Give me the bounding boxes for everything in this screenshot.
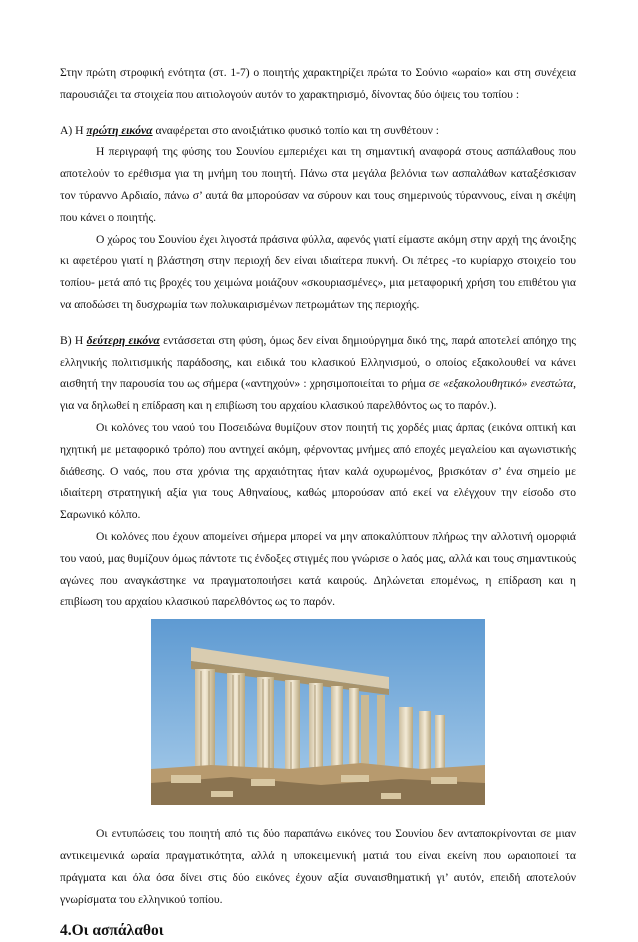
section-a-emphasis: πρώτη εικόνα [86, 123, 153, 137]
section-b-suffix: , για να δηλωθεί η επίδραση και η επιβίωση του αρχαίου κλασικού παρελθόντος ως το παρόν.). [60, 377, 577, 413]
intro-paragraph: Στην πρώτη στροφική ενότητα (στ. 1-7) ο ποιητής χαρακτηρίζει πρώτα το Σούνιο «ωραίο» και στη συνέχεια παρουσιάζει τα στοιχεία που αιτιολογούν αυτόν το χαρακτηρισμό, δίνοντας δύο όψεις του τοπίου : [60, 66, 576, 101]
section-heading: 4.Οι ασπάλαθοι [60, 922, 164, 940]
closing-paragraph: Οι εντυπώσεις του ποιητή από τις δύο παραπάνω εικόνες του Σουνίου δεν ανταποκρίνονται σε μιαν αντικειμενικά ωραία πραγματικότητα, αλλά η υποκειμενική ματιά του είναι εκείνη που ωραιοποιεί τα πράγματα και όλα όσα δίνει στις δύο εικόνες έχουν αξία συναισθηματική γι’ αυτόν, επειδή αποτελούν γνωρίσματα του ελληνικού τοπίου. [60, 827, 576, 906]
section-b-lead [60, 330, 576, 417]
section-a-paragraph-1: Η περιγραφή της φύσης του Σουνίου εμπεριέχει και τη σημαντική αναφορά στους ασπάλαθους που αποτελούν το ερέθισμα για τη μνήμη του ποιητή. Πάνω στα μεγάλα βελόνια των ασπαλάθων καταξέσκισαν τον τύραννο Αρδιαίο, πάνω σ’ αυτά θα μπορούσαν να σύρουν και τους σημερινούς τύραννους, είναι η σκέψη που κάνει ο ποιητής. [60, 145, 576, 224]
temple-illustration [151, 619, 485, 805]
section-b-mid: εντάσσεται στη φύση, όμως δεν είναι δημιούργημα δικό της, παρά αποτελεί απόηχο της ελληνικής πολιτισμικής παράδοσης, και ειδικά του κλασικού Ελληνισμού, ο οποίος εξακολουθεί να κάνει αισθητή την παρουσία του ως σήμερα («αντηχούν» : χρησιμοποιείται το ρήμα σε [60, 333, 577, 391]
temple-of-poseidon-photo [151, 619, 485, 805]
section-a-lead [60, 120, 576, 142]
section-b-emphasis: δεύτερη εικόνα [86, 333, 160, 347]
section-b-prefix: Β) Η [60, 333, 87, 347]
section-a-paragraph-2: Ο χώρος του Σουνίου έχει λιγοστά πράσινα φύλλα, αφενός γιατί είμαστε ακόμη στην αρχή της άνοιξης κι αφετέρου γιατί η βλάστηση στην περιοχή δεν είναι ιδιαίτερα πυκνή. Οι πέτρες -το κυρίαρχο στοιχείο του τοπίου- μετά από τις βροχές του χειμώνα μοιάζουν «σκουριασμένες», μια μεταφορική χρήση του επιθέτου για να αποδώσει τη δυσχρωμία των πολυκαιρισμένων πετρωμάτων της περιοχής. [60, 232, 576, 311]
document-page [60, 62, 576, 942]
section-b-paragraph-2: Οι κολόνες που έχουν απομείνει σήμερα μπορεί να μην αποκαλύπτουν πλήρως την αλλοτινή ομορφιά του ναού, μας θυμίζουν όμως πάντοτε τις ένδοξες στιγμές που γνώρισε ο λαός μας, αλλά και τους σημαντικούς αγώνες που αναγκάστηκε να πραγματοποιήσει κατά καιρούς. Δηλώνεται επομένως, η επίδραση και η επιβίωση του αρχαίου κλασικού παρελθόντος ως το παρόν. [60, 529, 576, 609]
section-a-prefix: Α) Η [60, 123, 87, 137]
section-b-emphasis-2: «εξακολουθητικό» ενεστώτα [443, 377, 574, 391]
section-b-paragraph-1: Οι κολόνες του ναού του Ποσειδώνα θυμίζουν στον ποιητή τις χορδές μιας άρπας (εικόνα οπτική και ηχητική με μεταφορικό τρόπο) που αντηχεί ακόμη, φέρνοντας μνήμες από εποχές μεγαλείου και αγωνιστικής διάθεσης. Ο ναός, που στα χρόνια της αρχαιότητας ήταν καλά οχυρωμένος, βρισκόταν σ’ ένα σημείο με ιδιαίτερη στρατηγική αξία για τους Αθηναίους, καθώς μπορούσαν από εκεί να ελέγχουν την είσοδο στο Σαρωνικό κόλπο. [60, 420, 576, 522]
section-a-suffix: αναφέρεται στο ανοιξιάτικο φυσικό τοπίο και τη συνθέτουν : [152, 123, 439, 137]
